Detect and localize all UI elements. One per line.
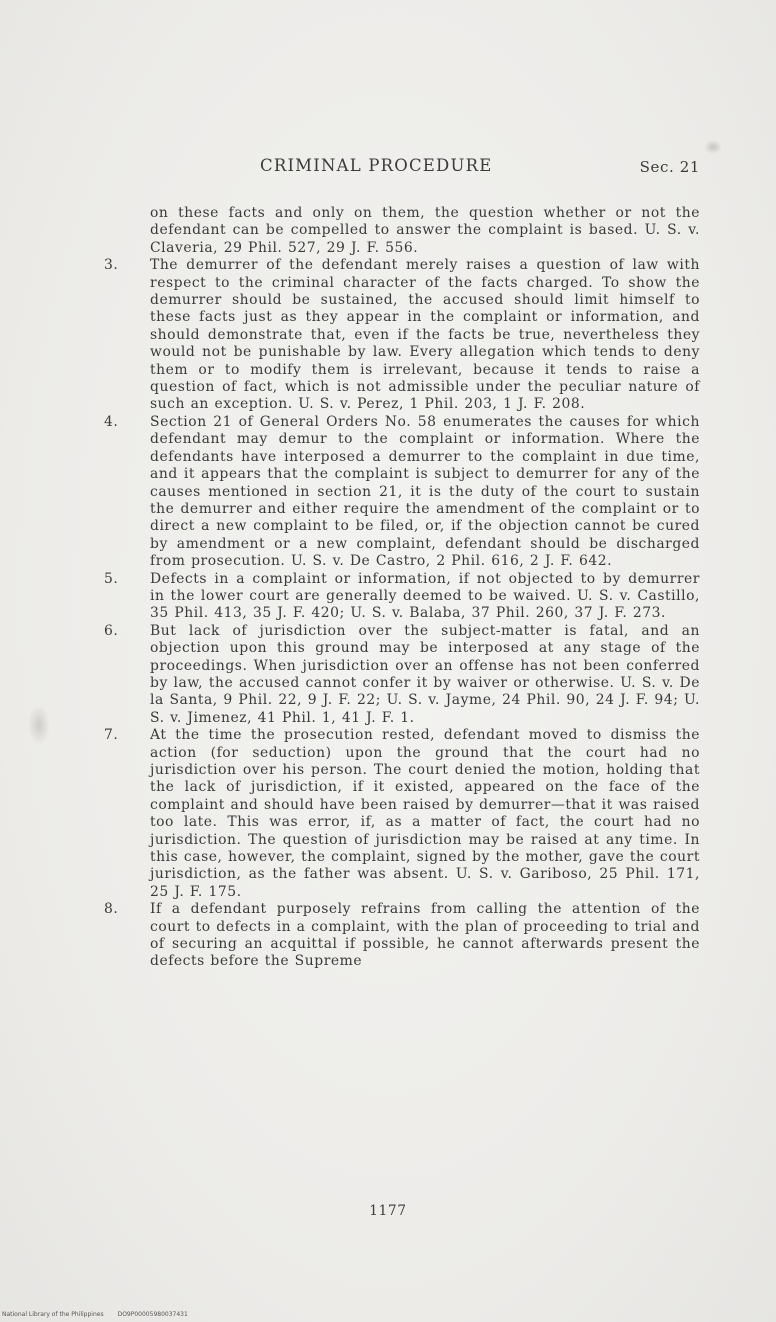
item-text: The demurrer of the defendant merely raises a question of law with respect to the criminal character of the facts charged. To show the demurrer should be sustained, the accused should limit himself to these facts just as they appear in the complaint or information, and should demonstrate that, even if the facts be true, nevertheless they would not be punishable by law. Every allegation which tends to deny them or to modify them is irrelevant, because it tends to raise a question of fact, which is not admissible under the peculiar nature of such an exception. U. S. v. Perez, 1 Phil. 203, 1 J. F. 208. bbox=[150, 257, 700, 413]
list-item bbox=[104, 727, 700, 901]
scan-smudge bbox=[28, 705, 50, 745]
item-number: 7. bbox=[104, 727, 119, 744]
scan-footer bbox=[2, 1311, 188, 1318]
item-number: 8. bbox=[104, 901, 119, 918]
running-head-section: Sec. 21 bbox=[639, 158, 700, 176]
item-number: 3. bbox=[104, 257, 119, 274]
list-item bbox=[104, 901, 700, 971]
continued-paragraph: on these facts and only on them, the question whether or not the defendant can be compelled to answer the complaint is based. U. S. v. Claveria, 29 Phil. 527, 29 J. F. 556. bbox=[150, 205, 700, 256]
running-head bbox=[100, 156, 700, 180]
list-item bbox=[104, 257, 700, 414]
item-number: 6. bbox=[104, 622, 119, 639]
item-text: Section 21 of General Orders No. 58 enumerates the causes for which defendant may demur to the complaint or information. Where the defendants have interposed a demurrer to the complaint in due time, and it appears that the complaint is subject to demurrer for any of the causes mentioned in section 21, it is the duty of the court to sustain the demurrer and either require the amendment of the complaint or to direct a new complaint to be filed, or, if the objection cannot be cured by amendment or a new complaint, defendant should be discharged from prosecution. U. S. v. De Castro, 2 Phil. 616, 2 J. F. 642. bbox=[150, 413, 700, 570]
page-number: 1177 bbox=[369, 1203, 407, 1219]
body-text bbox=[104, 205, 700, 971]
item-text: Defects in a complaint or information, if not objected to by demurrer in the lower court are generally deemed to be waived. U. S. v. Castillo, 35 Phil. 413, 35 J. F. 420; U. S. v. Balaba, 37 Phil. 260, 37 J. F. 273. bbox=[150, 570, 700, 622]
running-head-title: CRIMINAL PROCEDURE bbox=[260, 156, 493, 175]
footer-code: DO9P00005980037431 bbox=[117, 1311, 188, 1318]
list-item bbox=[104, 571, 700, 623]
item-text: If a defendant purposely refrains from calling the attention of the court to defects in a complaint, with the plan of proceeding to trial and of securing an acquittal if possible, he cannot afterwards present the defects before the Supreme bbox=[150, 901, 700, 970]
item-text: At the time the prosecution rested, defendant moved to dismiss the action (for seduction) upon the ground that the court had no jurisdiction over his person. The court denied the motion, holding that the lack of jurisdiction, if it existed, appeared on the face of the complaint and should have been raised by demurrer—that it was raised too late. This was error, if, as a matter of fact, the court had no jurisdiction. The question of jurisdiction may be raised at any time. In this case, however, the complaint, signed by the mother, gave the court jurisdiction, as the father was absent. U. S. v. Gariboso, 25 Phil. 171, 25 J. F. 175. bbox=[150, 727, 700, 900]
item-text: But lack of jurisdiction over the subject-matter is fatal, and an objection upon this ground may be interposed at any stage of the proceedings. When jurisdiction over an offense has not been conferred by law, the accused cannot confer it by waiver or otherwise. U. S. v. De la Santa, 9 Phil. 22, 9 J. F. 22; U. S. v. Jayme, 24 Phil. 90, 24 J. F. 94; U. S. v. Jimenez, 41 Phil. 1, 41 J. F. 1. bbox=[150, 622, 700, 726]
list-item bbox=[104, 414, 700, 571]
scan-smudge bbox=[704, 140, 722, 154]
footer-library: National Library of the Philippines bbox=[2, 1311, 104, 1318]
item-number: 4. bbox=[104, 413, 119, 430]
item-number: 5. bbox=[104, 570, 119, 587]
list-item bbox=[104, 623, 700, 727]
